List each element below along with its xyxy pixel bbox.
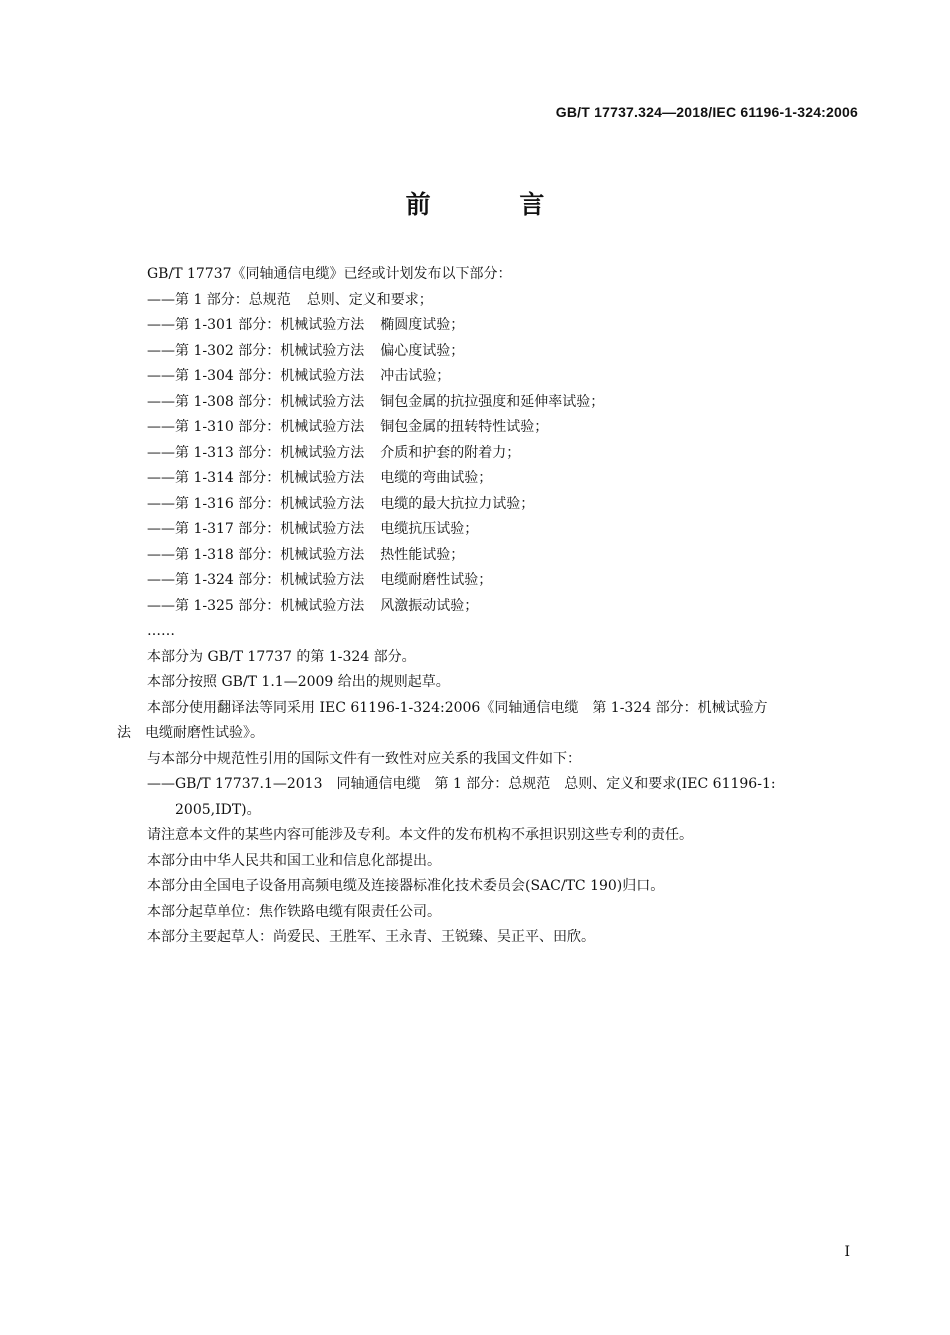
reference-line-2: 2005,IDT)。 [175, 801, 261, 818]
part-name: 电缆的弯曲试验； [380, 470, 493, 486]
ellipsis: …… [147, 623, 175, 639]
part-name: 总则、定义和要求； [306, 291, 433, 308]
part-list-item [117, 288, 862, 314]
part-name: 铜包金属的扭转特性试验； [380, 419, 549, 435]
part-number: ——第 1-308 部分：机械试验方法 [147, 393, 365, 410]
part-name: 热性能试验； [380, 546, 465, 563]
part-name: 电缆抗压试验； [380, 521, 479, 537]
page-number: I [844, 1244, 850, 1260]
part-list-item [117, 364, 862, 390]
part-list-item [117, 339, 862, 365]
part-number: ——第 1-302 部分：机械试验方法 [147, 342, 365, 359]
part-list-item [117, 415, 862, 441]
part-list-item [117, 517, 862, 543]
foreword-body [117, 262, 862, 951]
page-title: 前 言 [405, 190, 585, 219]
part-name: 铜包金属的抗拉强度和延伸率试验； [380, 393, 605, 410]
part-number: ——第 1-318 部分：机械试验方法 [147, 546, 365, 563]
paragraph-7: 本部分由全国电子设备用高频电缆及连接器标准化技术委员会(SAC/TC 190)归口。 [147, 878, 665, 894]
part-number: ——第 1-301 部分：机械试验方法 [147, 317, 365, 333]
part-number: ——第 1-316 部分：机械试验方法 [147, 495, 365, 512]
parts-list [117, 288, 862, 620]
paragraph-9: 本部分主要起草人：尚爱民、王胜军、王永青、王锐臻、吴正平、田欣。 [147, 929, 595, 945]
part-name: 电缆的最大抗拉力试验； [380, 495, 535, 512]
paragraph-2: 本部分按照 GB/T 1.1—2009 给出的规则起草。 [147, 674, 450, 690]
part-number: ——第 1-310 部分：机械试验方法 [147, 419, 365, 435]
part-list-item [117, 568, 862, 594]
part-name: 风激振动试验； [380, 597, 479, 614]
part-number: ——第 1 部分：总规范 [147, 291, 291, 308]
paragraph-8: 本部分起草单位：焦作铁路电缆有限责任公司。 [147, 903, 441, 920]
part-number: ——第 1-317 部分：机械试验方法 [147, 521, 365, 537]
part-list-item [117, 543, 862, 569]
paragraph-3-line-2: 法 电缆耐磨性试验》。 [117, 725, 264, 741]
part-number: ——第 1-304 部分：机械试验方法 [147, 368, 365, 384]
part-name: 椭圆度试验； [380, 317, 465, 333]
part-name: 冲击试验； [380, 368, 451, 384]
part-list-item [117, 594, 862, 620]
part-list-item [117, 390, 862, 416]
intro-line: GB/T 17737《同轴通信电缆》已经或计划发布以下部分： [147, 266, 512, 282]
part-number: ——第 1-314 部分：机械试验方法 [147, 470, 365, 486]
document-header: GB/T 17737.324—2018/IEC 61196-1-324:2006 [555, 104, 858, 120]
part-list-item [117, 441, 862, 467]
part-list-item [117, 313, 862, 339]
part-number: ——第 1-325 部分：机械试验方法 [147, 597, 365, 614]
part-name: 介质和护套的附着力； [380, 444, 521, 461]
part-number: ——第 1-313 部分：机械试验方法 [147, 444, 365, 461]
paragraph-1: 本部分为 GB/T 17737 的第 1-324 部分。 [147, 648, 416, 665]
paragraph-6: 本部分由中华人民共和国工业和信息化部提出。 [147, 852, 441, 869]
paragraph-3-line-1: 本部分使用翻译法等同采用 IEC 61196-1-324:2006《同轴通信电缆 第 1-324 部分：机械试验方 [147, 699, 768, 716]
part-list-item [117, 466, 862, 492]
part-name: 电缆耐磨性试验； [380, 572, 493, 588]
paragraph-4: 与本部分中规范性引用的国际文件有一致性对应关系的我国文件如下： [147, 750, 581, 767]
paragraph-5: 请注意本文件的某些内容可能涉及专利。本文件的发布机构不承担识别这些专利的责任。 [147, 827, 693, 843]
part-list-item [117, 492, 862, 518]
part-number: ——第 1-324 部分：机械试验方法 [147, 572, 365, 588]
reference-line-1: ——GB/T 17737.1—2013 同轴通信电缆 第 1 部分：总规范 总则、定义和要求(IEC 61196-1: [147, 776, 776, 792]
part-name: 偏心度试验； [380, 342, 465, 359]
